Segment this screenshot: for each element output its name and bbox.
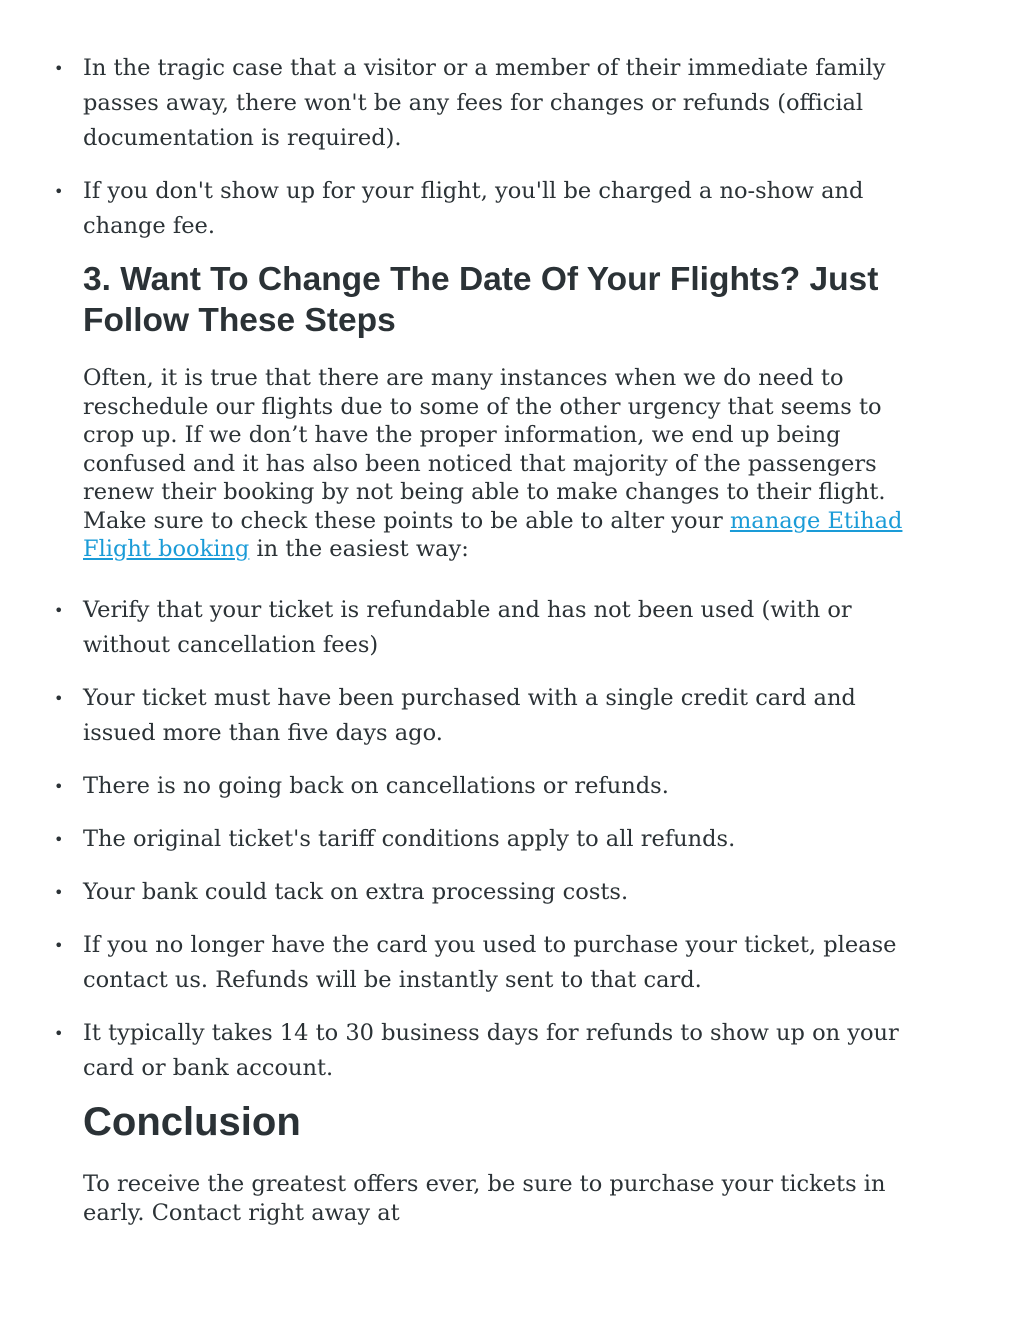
list-item: [0, 769, 1024, 804]
conclusion-heading: Conclusion: [83, 1100, 301, 1144]
paragraph-text: Often, it is true that there are many instances when we do need to reschedule our flights due to some of the other urgency that seems to crop up. If we don’t have the proper information, we end up being confused and it has also been noticed that majority of the passengers renew their booking by not being able to make changes to their flight. Make sure to check these points to be able to alter your: [83, 365, 886, 534]
bullet-icon: •: [54, 59, 64, 78]
bullet-icon: •: [54, 830, 64, 849]
list-item-text: There is no going back on cancellations or refunds.: [83, 773, 669, 799]
list-item-text: In the tragic case that a visitor or a member of their immediate family passes away, there won't be any fees for changes or refunds (official documentation is required).: [83, 55, 886, 151]
manage-booking-link[interactable]: manage Etihad Flight booking: [83, 507, 903, 562]
bullet-icon: •: [54, 182, 64, 201]
bullet-icon: •: [54, 689, 64, 708]
list-item-text: Your bank could tack on extra processing costs.: [83, 879, 629, 905]
conclusion-paragraph: To receive the greatest offers ever, be sure to purchase your tickets in early. Contact right away at: [83, 1171, 886, 1226]
list-item-text: If you no longer have the card you used to purchase your ticket, please contact us. Refunds will be instantly sent to that card.: [83, 932, 897, 993]
list-item: [0, 681, 1024, 751]
list-item: [0, 593, 1024, 663]
list-item: [0, 174, 1024, 244]
section-heading: 3. Want To Change The Date Of Your Flights? Just Follow These Steps: [83, 261, 879, 339]
bullet-icon: •: [54, 601, 64, 620]
top-bullet-list: [0, 51, 1024, 262]
list-item-text: Your ticket must have been purchased with a single credit card and issued more than five days ago.: [83, 685, 856, 746]
list-item-text: The original ticket's tariff conditions apply to all refunds.: [83, 826, 736, 852]
list-item: [0, 51, 1024, 156]
steps-bullet-list: [0, 593, 1024, 1104]
section-paragraph: [83, 364, 933, 564]
list-item-text: It typically takes 14 to 30 business days for refunds to show up on your card or bank account.: [83, 1020, 899, 1081]
bullet-icon: •: [54, 936, 64, 955]
bullet-icon: •: [54, 777, 64, 796]
list-item-text: If you don't show up for your flight, you'll be charged a no-show and change fee.: [83, 178, 864, 239]
list-item-text: Verify that your ticket is refundable and has not been used (with or without cancellation fees): [83, 597, 852, 658]
list-item: [0, 875, 1024, 910]
bullet-icon: •: [54, 1024, 64, 1043]
list-item: [0, 1016, 1024, 1086]
paragraph-text-end: in the easiest way:: [249, 536, 469, 562]
list-item: [0, 928, 1024, 998]
list-item: [0, 822, 1024, 857]
bullet-icon: •: [54, 883, 64, 902]
